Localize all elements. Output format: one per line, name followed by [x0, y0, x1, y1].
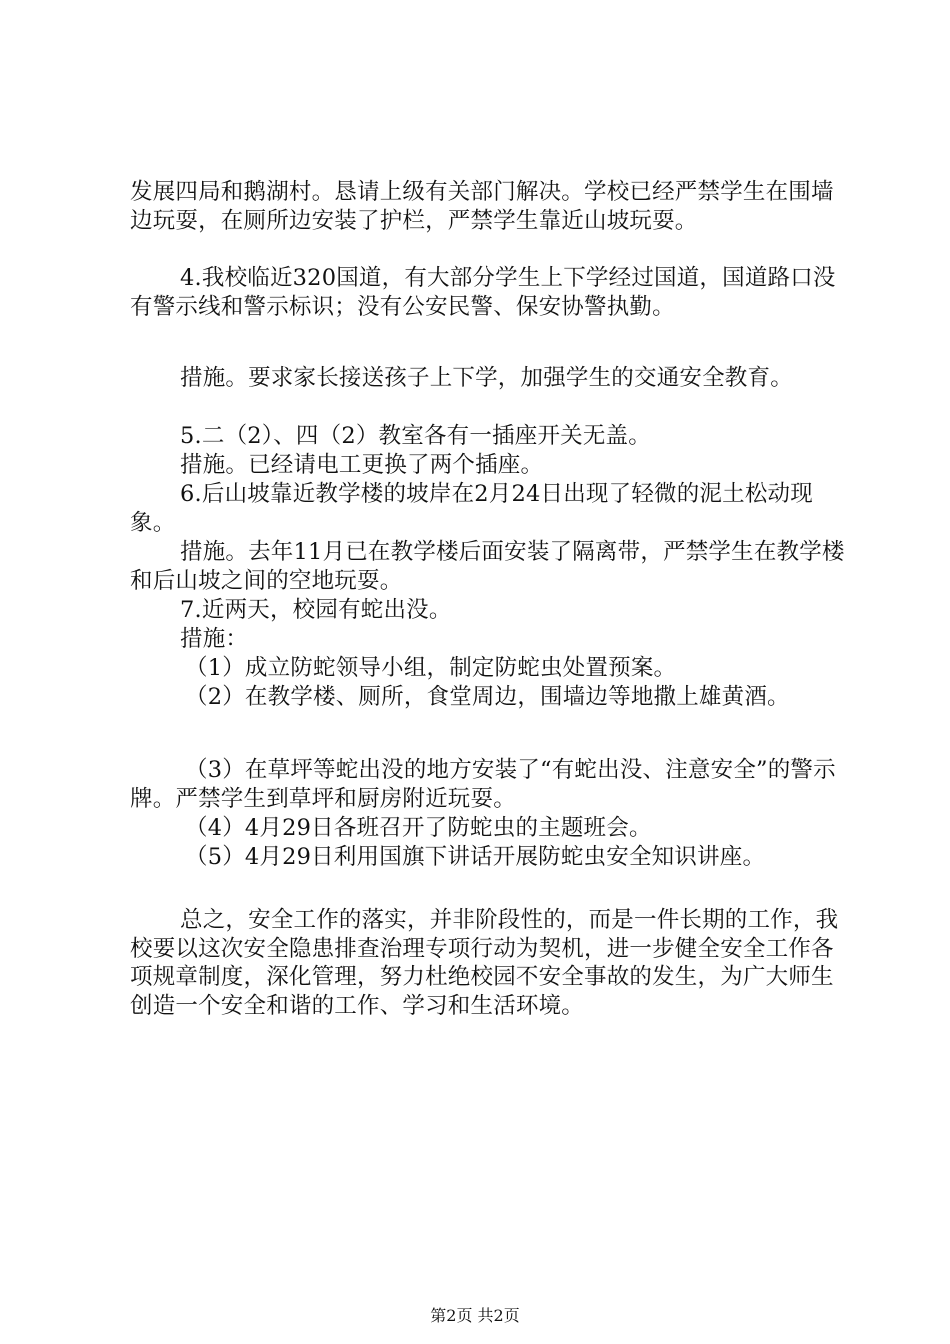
paragraph-measure-4: 措施。要求家长接送孩子上下学，加强学生的交通安全教育。	[180, 365, 793, 391]
paragraph-item-6: 6.后山坡靠近教学楼的坡岸在2月24日出现了轻微的泥土松动现象。	[130, 481, 813, 536]
paragraph-item-7: 7.近两天，校园有蛇出没。	[180, 597, 452, 623]
paragraph-continuation: 发展四局和鹅湖村。恳请上级有关部门解决。学校已经严禁学生在围墙边玩耍，在厕所边安装了护栏，严禁学生靠近山坡玩耍。	[130, 179, 834, 234]
paragraph-measure-7-2: （2）在教学楼、厕所，食堂周边，围墙边等地撒上雄黄酒。	[185, 684, 790, 710]
paragraph-conclusion: 总之，安全工作的落实，并非阶段性的，而是一件长期的工作，我校要以这次安全隐患排查治理专项行动为契机，进一步健全安全工作各项规章制度，深化管理，努力杜绝校园不安全事故的发生，为广大师生创造一个安全和谐的工作、学习和生活环境。	[130, 907, 839, 1019]
paragraph-measure-7-heading: 措施：	[180, 626, 249, 652]
page-footer: 第2页 共2页	[430, 1306, 520, 1325]
paragraph-measure-6: 措施。去年11月已在教学楼后面安装了隔离带，严禁学生在教学楼和后山坡之间的空地玩耍。	[130, 539, 845, 594]
paragraph-measure-7-1: （1）成立防蛇领导小组，制定防蛇虫处置预案。	[185, 655, 677, 681]
paragraph-measure-7-3: （3）在草坪等蛇出没的地方安装了“有蛇出没、注意安全”的警示牌。严禁学生到草坪和厨房附近玩耍。	[130, 757, 836, 812]
paragraph-measure-5: 措施。已经请电工更换了两个插座。	[180, 452, 544, 478]
paragraph-item-5: 5.二（2）、四（2）教室各有一插座开关无盖。	[180, 423, 651, 449]
paragraph-item-4: 4.我校临近320国道，有大部分学生上下学经过国道，国道路口没有警示线和警示标识；没有公安民警、保安协警执勤。	[130, 265, 836, 320]
paragraph-measure-7-4: （4）4月29日各班召开了防蛇虫的主题班会。	[185, 815, 652, 841]
paragraph-measure-7-5: （5）4月29日利用国旗下讲话开展防蛇虫安全知识讲座。	[185, 844, 766, 870]
